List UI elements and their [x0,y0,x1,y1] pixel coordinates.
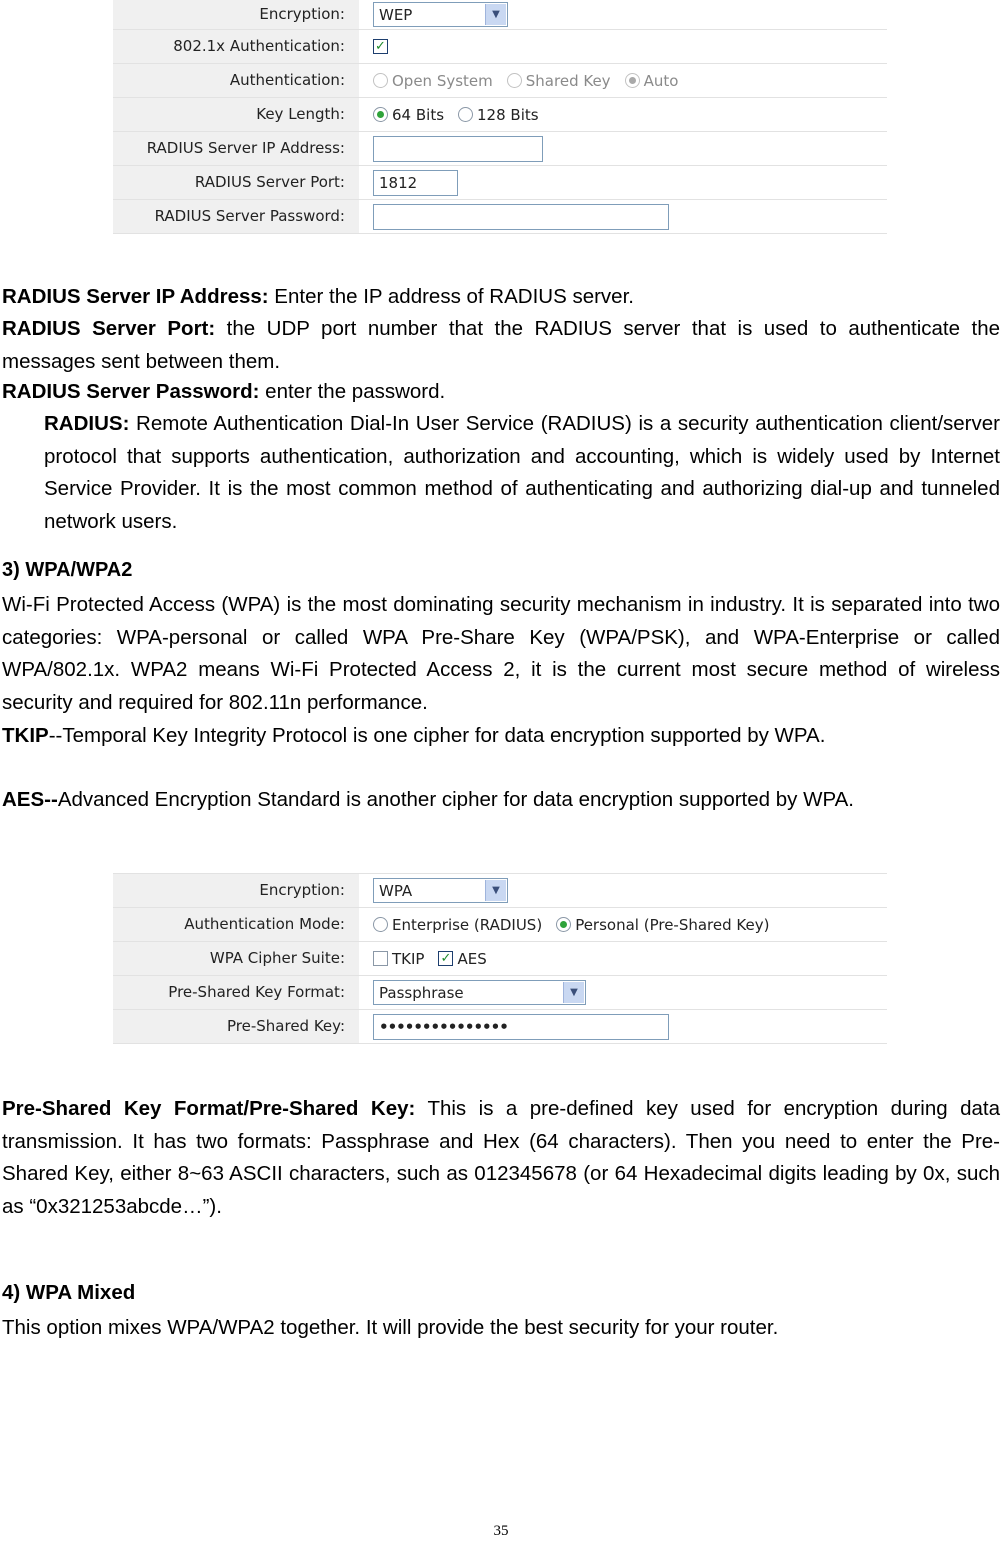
wpa-encryption-row [113,873,887,907]
tkip-desc: --Temporal Key Integrity Protocol is one cipher for data encryption supported by WPA. [48,724,826,747]
auth-mode-row [113,907,887,941]
wpa-mixed-paragraph: This option mixes WPA/WPA2 together. It will provide the best security for your router. [2,1316,779,1339]
wpa-encryption-label: Encryption: [113,874,359,907]
radius-ip-desc: Enter the IP address of RADIUS server. [268,285,634,308]
cipher-suite-row [113,941,887,975]
radius-ip-row [113,131,887,165]
psk-format-row [113,975,887,1009]
psk-paragraph [2,1093,1000,1223]
radius-port-term: RADIUS Server Port: [2,317,216,340]
cipher-tkip-label: TKIP [392,949,425,968]
radius-password-paragraph [2,376,1000,409]
radius-password-desc: enter the password. [259,380,446,403]
auth-auto-label: Auto [643,71,679,90]
auth-8021x-label: 802.1x Authentication: [113,30,359,63]
tkip-term: TKIP [2,724,49,747]
radius-ip-term: RADIUS Server IP Address: [2,285,269,308]
radius-port-label: RADIUS Server Port: [113,166,359,199]
psk-input[interactable]: ••••••••••••••• [373,1014,669,1040]
auth-mode-enterprise-radio[interactable] [373,917,388,932]
wpa-settings-form [113,873,887,1044]
auth-mode-personal-label: Personal (Pre-Shared Key) [575,915,770,934]
auth-mode-personal-radio[interactable] [556,917,571,932]
radius-port-input[interactable]: 1812 [373,170,458,196]
psk-row [113,1009,887,1044]
encryption-select[interactable] [373,2,508,27]
key-length-64-label: 64 Bits [392,105,445,124]
radius-term: RADIUS: [44,412,130,435]
radius-ip-paragraph [2,281,1000,314]
encryption-select-value: WEP [379,5,413,24]
cipher-aes-label: AES [457,949,487,968]
wpa-encryption-select-value: WPA [379,881,413,900]
cipher-suite-label: WPA Cipher Suite: [113,942,359,975]
auth-8021x-checkbox[interactable]: ✓ [373,39,388,54]
psk-label: Pre-Shared Key: [113,1010,359,1043]
authentication-label: Authentication: [113,64,359,97]
radius-desc: Remote Authentication Dial-In User Service (RADIUS) is a security authentication client/server protocol that supports authentication, authorization and accounting, which is widely used by Internet Service Provider. It is the most common method of authenticating and authorizing dial-up and tunneled network users. [44,412,1000,533]
key-length-128-radio[interactable] [458,107,473,122]
auth-open-system-radio[interactable] [373,73,388,88]
radius-password-input[interactable] [373,204,669,230]
key-length-row [113,97,887,131]
radius-password-label: RADIUS Server Password: [113,200,359,233]
tkip-paragraph [2,720,1000,753]
radius-ip-input[interactable] [373,136,543,162]
chevron-down-icon: ▼ [485,4,506,25]
key-length-128-label: 128 Bits [477,105,539,124]
psk-desc: This is a pre-defined key used for encryption during data transmission. It has two formats: Passphrase and Hex (64 characters). Then you need to enter the Pre-Shared Key, either 8~63 ASCII characters, such as 012345678 (or 64 Hexadecimal digits leading by 0x, such as “0x321253abcde…”). [2,1097,1000,1218]
radius-port-paragraph [2,313,1000,378]
page-number: 35 [493,1523,509,1539]
auth-shared-key-radio[interactable] [507,73,522,88]
cipher-tkip-checkbox[interactable] [373,951,388,966]
radius-password-term: RADIUS Server Password: [2,380,260,403]
aes-paragraph [2,784,1000,817]
chevron-down-icon: ▼ [563,982,584,1003]
psk-format-label: Pre-Shared Key Format: [113,976,359,1009]
aes-term: AES-- [2,788,58,811]
auth-8021x-row [113,29,887,63]
radius-port-row [113,165,887,199]
wpa-encryption-select[interactable] [373,878,508,903]
auth-shared-key-label: Shared Key [525,71,611,90]
chevron-down-icon: ▼ [485,880,506,901]
encryption-row [113,0,887,29]
encryption-label: Encryption: [113,0,359,29]
authentication-row [113,63,887,97]
key-length-label: Key Length: [113,98,359,131]
key-length-64-radio[interactable] [373,107,388,122]
wpa-intro-paragraph: Wi-Fi Protected Access (WPA) is the most dominating security mechanism in industry. It is separated into two categories: WPA-personal or called WPA Pre-Share Key (WPA/PSK), and WPA-Enterprise or called WPA/802.1x. WPA2 means Wi-Fi Protected Access 2, it is the current most secure method of wireless security and required for 802.11n performance. [2,593,1000,714]
wep-settings-form [113,0,887,234]
radius-password-row [113,199,887,234]
radius-ip-label: RADIUS Server IP Address: [113,132,359,165]
auth-auto-radio[interactable] [625,73,640,88]
auth-mode-enterprise-label: Enterprise (RADIUS) [392,915,543,934]
radius-definition-paragraph [44,408,1000,538]
psk-term: Pre-Shared Key Format/Pre-Shared Key: [2,1097,416,1120]
cipher-aes-checkbox[interactable]: ✓ [438,951,453,966]
aes-desc: Advanced Encryption Standard is another cipher for data encryption supported by WPA. [57,788,854,811]
wpa-mixed-heading: 4) WPA Mixed [2,1281,136,1304]
psk-format-select[interactable] [373,980,586,1005]
wpa-heading: 3) WPA/WPA2 [2,559,133,581]
auth-open-system-label: Open System [392,71,493,90]
auth-mode-label: Authentication Mode: [113,908,359,941]
psk-format-select-value: Passphrase [379,983,464,1002]
radius-port-desc: the UDP port number that the RADIUS server that is used to authenticate the messages sent between them. [2,317,1000,373]
